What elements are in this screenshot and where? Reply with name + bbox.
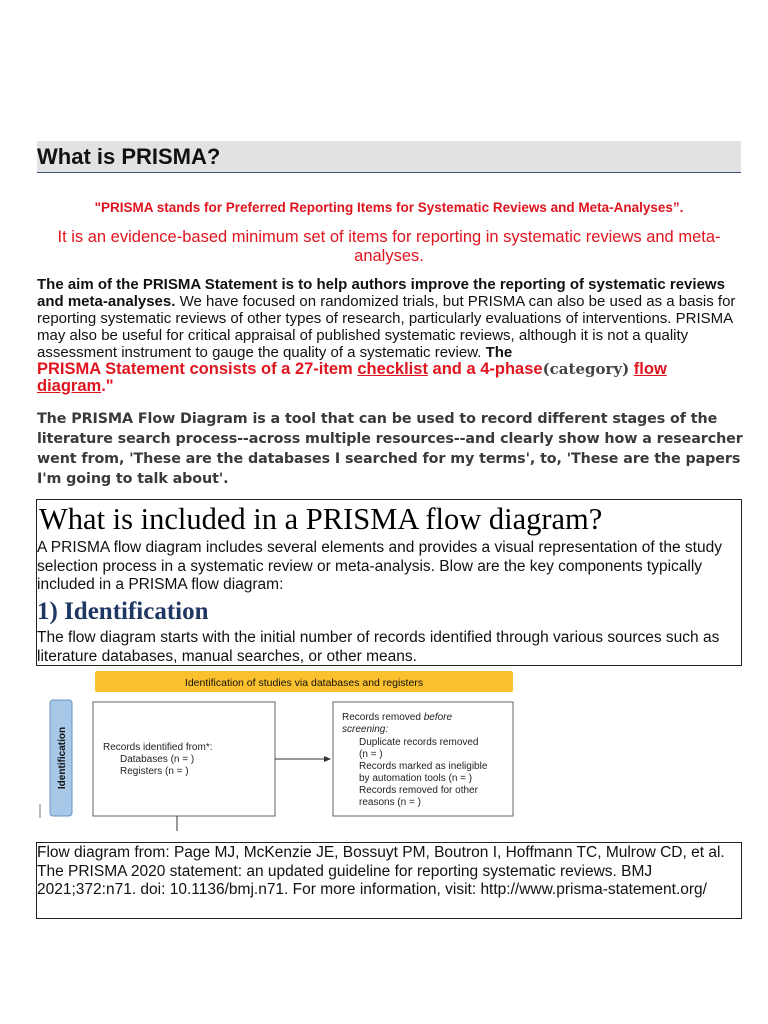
- registers-line: Registers (n = ): [120, 766, 189, 777]
- included-intro: A PRISMA flow diagram includes several elements and provides a visual representation of the study selection process in a systematic review or meta-analysis. Blow are the key components typically included in a PRISMA flow diagram:: [37, 539, 722, 593]
- identification-side-label: Identification: [57, 726, 68, 790]
- checklist-link[interactable]: checklist: [357, 360, 428, 378]
- banner-text: Identification of studies via databases and registers: [184, 677, 424, 689]
- ineligible-line: Records marked as ineligible: [359, 761, 488, 772]
- included-box: [36, 499, 742, 666]
- aim-paragraph: [37, 276, 742, 395]
- duplicate-line: Duplicate records removed: [359, 737, 479, 748]
- records-identified-line1: Records identified from*:: [103, 742, 213, 753]
- removed-prefix: Records removed: [342, 712, 424, 723]
- citation-text: Flow diagram from: Page MJ, McKenzie JE, Bossuyt PM, Boutron I, Hoffmann TC, Mulrow CD, et al. The PRISMA 2020 statement: an updated guideline for reporting systematic reviews. BMJ 2021;372:n71. doi: 10.1136/bmj.n71. For more information, visit: http://www.prisma-statement.org/: [37, 844, 725, 898]
- included-title: What is included in a PRISMA flow diagram?: [39, 502, 603, 536]
- red-mid: and a 4-phase: [427, 360, 543, 378]
- duplicate-n-line: (n = ): [359, 749, 383, 760]
- flow-arrowhead: [324, 756, 331, 762]
- aim-body: We have focused on randomized trials, but PRISMA can also be used as a basis for reporting systematic reviews of other types of research, particularly evaluations of interventions. PRISMA may also be useful for critical appraisal of published systematic reviews, although it is not a quality assessment instrument to gauge the quality of a systematic review.: [37, 293, 736, 361]
- identification-text: The flow diagram starts with the initial number of records identified through various sources such as literature databases, manual searches, or other means.: [37, 629, 720, 665]
- flow-diagram-link[interactable]: flow diagram: [37, 360, 667, 395]
- prisma-flow-diagram: [37, 668, 517, 833]
- databases-line: Databases (n = ): [120, 754, 195, 765]
- prisma-summary: It is an evidence-based minimum set of items for reporting in systematic reviews and meta-analyses.: [57, 228, 721, 265]
- citation-box: [36, 842, 742, 919]
- other-line: Records removed for other: [359, 785, 478, 796]
- automation-line: by automation tools (n = ): [359, 773, 473, 784]
- removed-before: before: [423, 712, 453, 723]
- red-end: .": [101, 377, 114, 395]
- heading-bar: [37, 141, 741, 173]
- identification-heading: 1) Identification: [37, 598, 209, 625]
- aim-the: The: [485, 344, 513, 361]
- flow-diagram-paragraph: The PRISMA Flow Diagram is a tool that can be used to record different stages of the literature search process--across multiple resources--and clearly show how a researcher went from, 'These are the databases I searched for my terms', to, 'These are the papers I'm going to talk about'.: [37, 411, 743, 487]
- screening-line: screening:: [342, 724, 389, 735]
- other-n-line: reasons (n = ): [359, 797, 421, 808]
- category-text: (category): [542, 360, 630, 378]
- records-removed-line1: [342, 712, 452, 723]
- page-title: What is PRISMA?: [37, 144, 221, 169]
- prisma-definition: "PRISMA stands for Preferred Reporting Items for Systematic Reviews and Meta-Analyses”.: [94, 200, 684, 215]
- statement-red: [37, 360, 667, 395]
- aim-bold-intro: The aim of the PRISMA Statement is to help authors improve the reporting of systematic reviews and meta-analyses.: [37, 276, 725, 310]
- red-prefix: PRISMA Statement consists of a 27-item: [37, 360, 358, 378]
